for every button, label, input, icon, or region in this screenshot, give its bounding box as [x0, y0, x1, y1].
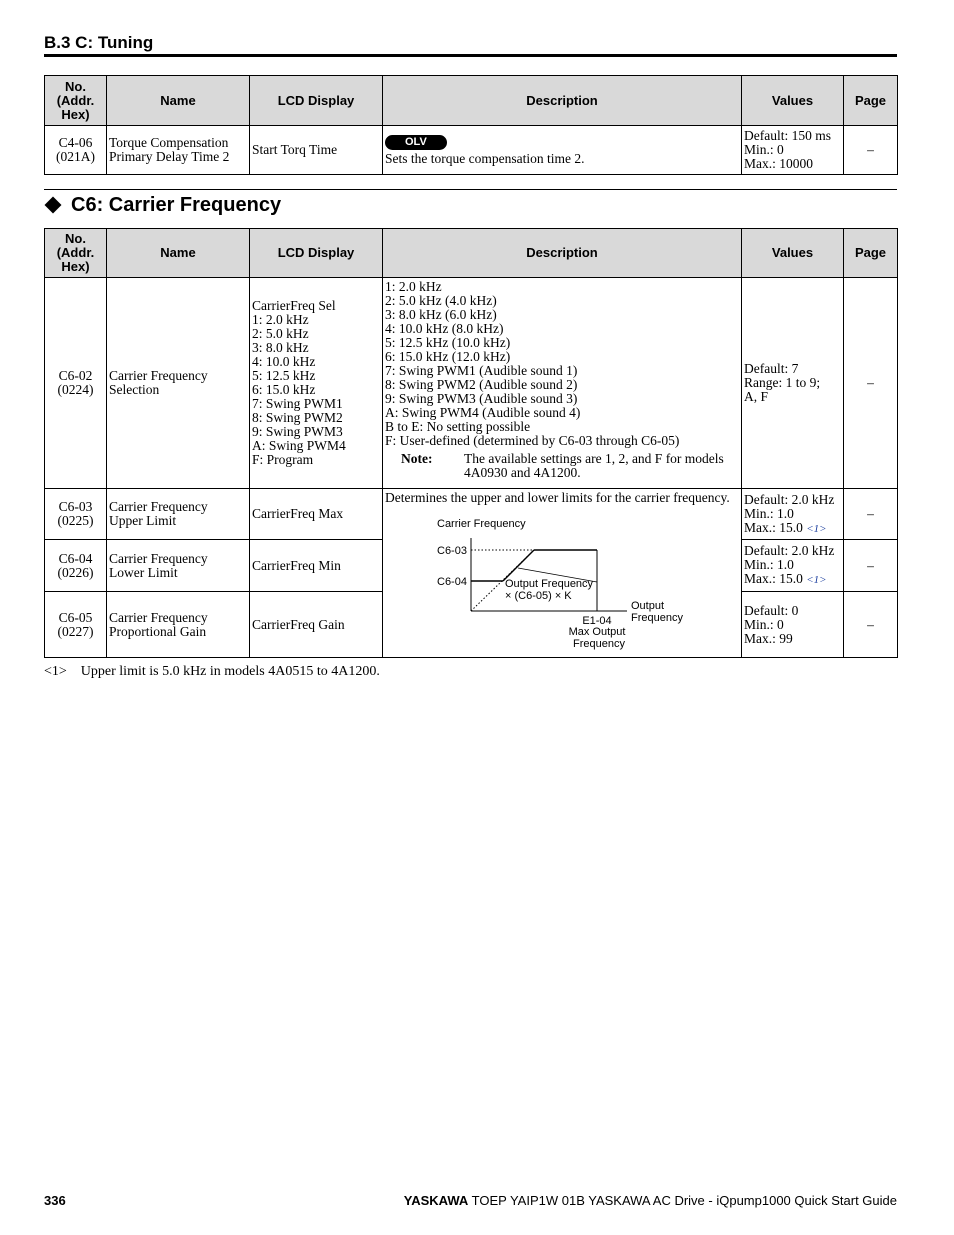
- diagram-e104-label: E1-04: [582, 615, 612, 627]
- lcd-line: 6: 15.0 kHz: [252, 382, 316, 397]
- value-min: Min.: 1.0: [744, 557, 794, 572]
- param-description: [383, 278, 742, 489]
- desc-line: 9: Swing PWM3 (Audible sound 3): [385, 391, 578, 406]
- diagram-x-axis-label: Frequency: [631, 612, 683, 624]
- desc-line: 8: Swing PWM2 (Audible sound 2): [385, 377, 578, 392]
- note-text: The available settings are 1, 2, and F for models 4A0930 and 4A1200.: [464, 451, 724, 480]
- value-range: A, F: [744, 389, 769, 404]
- param-number: [45, 592, 107, 658]
- param-name: [107, 126, 250, 175]
- param-addr: (0227): [57, 623, 94, 639]
- param-description: [383, 126, 742, 175]
- desc-line: A: Swing PWM4 (Audible sound 4): [385, 405, 581, 420]
- value-min: Min.: 0: [744, 616, 784, 632]
- lcd-line: CarrierFreq Sel: [252, 298, 336, 313]
- param-addr: (021A): [56, 149, 95, 164]
- lcd-line: 8: Swing PWM2: [252, 410, 343, 425]
- param-no: C6-03: [58, 499, 93, 514]
- desc-line: 3: 8.0 kHz (6.0 kHz): [385, 307, 497, 322]
- param-name-line: Carrier Frequency: [109, 499, 208, 514]
- param-name-line: Selection: [109, 382, 160, 397]
- param-number: [45, 126, 107, 175]
- footer-doc: TOEP YAIP1W 01B YASKAWA AC Drive - iQpump1000 Quick Start Guide: [471, 1193, 897, 1208]
- carrier-frequency-diagram: [392, 512, 740, 654]
- lcd-line: 7: Swing PWM1: [252, 396, 343, 411]
- param-addr: (0226): [57, 564, 94, 580]
- subsection-rule: [44, 189, 897, 190]
- value-max: Max.: 15.0 <1>: [744, 571, 827, 586]
- desc-line: B to E: No setting possible: [385, 419, 531, 434]
- col-header-lcd: LCD Display: [250, 76, 383, 126]
- lcd-display: CarrierFreq Max: [250, 489, 383, 540]
- col-header-page: Page: [844, 76, 898, 126]
- param-name: [107, 489, 250, 540]
- diagram-e104-label: Frequency: [573, 638, 625, 650]
- param-page: –: [844, 489, 898, 540]
- desc-line: 1: 2.0 kHz: [385, 279, 442, 294]
- col-header-page: Page: [844, 229, 898, 278]
- desc-line: 6: 15.0 kHz (12.0 kHz): [385, 349, 511, 364]
- value-default: Default: 7: [744, 361, 799, 376]
- param-no: C6-02: [58, 368, 93, 383]
- param-name-line: Primary Delay Time 2: [109, 149, 230, 164]
- lcd-line: 2: 5.0 kHz: [252, 326, 309, 341]
- description-text: Determines the upper and lower limits for the carrier frequency.: [385, 490, 730, 505]
- param-addr: (0225): [57, 513, 94, 528]
- footer-brand: YASKAWA: [403, 1193, 469, 1208]
- desc-line: 5: 12.5 kHz (10.0 kHz): [385, 335, 511, 350]
- col-header-values: Values: [742, 229, 844, 278]
- lcd-line: 5: 12.5 kHz: [252, 368, 316, 383]
- footnote: [44, 664, 380, 680]
- value-range: Range: 1 to 9;: [744, 375, 821, 390]
- param-page: –: [844, 126, 898, 175]
- lcd-line: A: Swing PWM4: [252, 438, 346, 453]
- param-values: [742, 592, 844, 658]
- lcd-display: CarrierFreq Min: [250, 540, 383, 592]
- description-text: Sets the torque compensation time 2.: [385, 151, 585, 166]
- col-header-name: Name: [107, 229, 250, 278]
- param-name-line: Lower Limit: [109, 564, 178, 580]
- diagram-x-axis-label: Output: [631, 600, 665, 612]
- param-name-line: Carrier Frequency: [109, 609, 208, 625]
- diagram-lower-label: C6-04: [437, 576, 467, 588]
- value-default: Default: 2.0 kHz: [744, 543, 835, 558]
- table-row: [45, 278, 898, 489]
- col-header-values: Values: [742, 76, 844, 126]
- note: [385, 452, 739, 480]
- col-header-lcd: LCD Display: [250, 229, 383, 278]
- lcd-line: 9: Swing PWM3: [252, 424, 343, 439]
- param-name-line: Upper Limit: [109, 513, 177, 528]
- lcd-display: CarrierFreq Gain: [250, 592, 383, 658]
- param-page: –: [844, 540, 898, 592]
- footnote-marker: <1>: [44, 664, 67, 679]
- param-name: [107, 540, 250, 592]
- subsection-title: [44, 194, 281, 217]
- param-name: [107, 592, 250, 658]
- param-values: [742, 489, 844, 540]
- lcd-line: 1: 2.0 kHz: [252, 312, 309, 327]
- param-page: –: [844, 278, 898, 489]
- value-max: Max.: 99: [744, 630, 793, 646]
- desc-line: 7: Swing PWM1 (Audible sound 1): [385, 363, 578, 378]
- desc-line: 2: 5.0 kHz (4.0 kHz): [385, 293, 497, 308]
- diagram-slope-label: Output Frequency: [505, 578, 594, 590]
- value-min: Min.: 1.0: [744, 505, 794, 521]
- c4-parameter-table: [44, 75, 898, 175]
- footnote-link[interactable]: <1>: [806, 522, 827, 535]
- subsection-title-text: C6: Carrier Frequency: [71, 194, 282, 216]
- olv-badge: OLV: [385, 135, 447, 150]
- param-name: [107, 278, 250, 489]
- param-name-line: Proportional Gain: [109, 623, 207, 639]
- diamond-bullet-icon: [45, 197, 62, 214]
- param-values: [742, 278, 844, 489]
- table-row: [45, 126, 898, 175]
- lcd-display: Start Torq Time: [250, 126, 383, 175]
- footer-doc-title: [404, 1193, 897, 1208]
- table-header-row: [45, 229, 898, 278]
- value-default: Default: 2.0 kHz: [744, 491, 835, 507]
- diagram-y-axis-label: Carrier Frequency: [437, 518, 526, 530]
- param-addr: (0224): [57, 382, 94, 397]
- param-number: [45, 278, 107, 489]
- footnote-link[interactable]: <1>: [806, 574, 827, 586]
- diagram-ramp-line: [503, 550, 534, 581]
- diagram-e104-label: Max Output: [568, 626, 626, 638]
- table-header-row: [45, 76, 898, 126]
- col-header-name: Name: [107, 76, 250, 126]
- param-name-line: Carrier Frequency: [109, 550, 208, 566]
- param-values: [742, 540, 844, 592]
- param-no: C6-05: [58, 609, 93, 625]
- diagram-upper-label: C6-03: [437, 545, 467, 557]
- param-number: [45, 540, 107, 592]
- value-max: Max.: 10000: [744, 156, 813, 171]
- col-header-no: No. (Addr. Hex): [45, 76, 107, 126]
- desc-line: 4: 10.0 kHz (8.0 kHz): [385, 321, 504, 336]
- col-header-no: No. (Addr. Hex): [45, 229, 107, 278]
- param-number: [45, 489, 107, 540]
- param-values: [742, 126, 844, 175]
- lcd-line: F: Program: [252, 452, 314, 467]
- value-min: Min.: 0: [744, 142, 784, 157]
- param-name-line: Torque Compensation: [109, 135, 229, 150]
- value-default: Default: 150 ms: [744, 128, 831, 143]
- footnote-text: Upper limit is 5.0 kHz in models 4A0515 to 4A1200.: [80, 664, 380, 679]
- lcd-display: [250, 278, 383, 489]
- value-default: Default: 0: [744, 602, 799, 618]
- page-number: 336: [44, 1193, 66, 1208]
- col-header-description: Description: [383, 229, 742, 278]
- param-page: –: [844, 592, 898, 658]
- desc-line: F: User-defined (determined by C6-03 through C6-05): [385, 433, 680, 448]
- param-no: C4-06: [58, 135, 93, 150]
- lcd-line: 4: 10.0 kHz: [252, 354, 316, 369]
- section-title: B.3 C: Tuning: [44, 33, 154, 52]
- param-name-line: Carrier Frequency: [109, 368, 208, 383]
- diagram-slope-label: × (C6-05) × K: [505, 590, 572, 602]
- value-max: Max.: 15.0 <1>: [744, 519, 827, 535]
- param-no: C6-04: [58, 550, 93, 566]
- section-rule: [44, 54, 897, 57]
- col-header-description: Description: [383, 76, 742, 126]
- note-label: Note:: [401, 451, 433, 466]
- lcd-line: 3: 8.0 kHz: [252, 340, 309, 355]
